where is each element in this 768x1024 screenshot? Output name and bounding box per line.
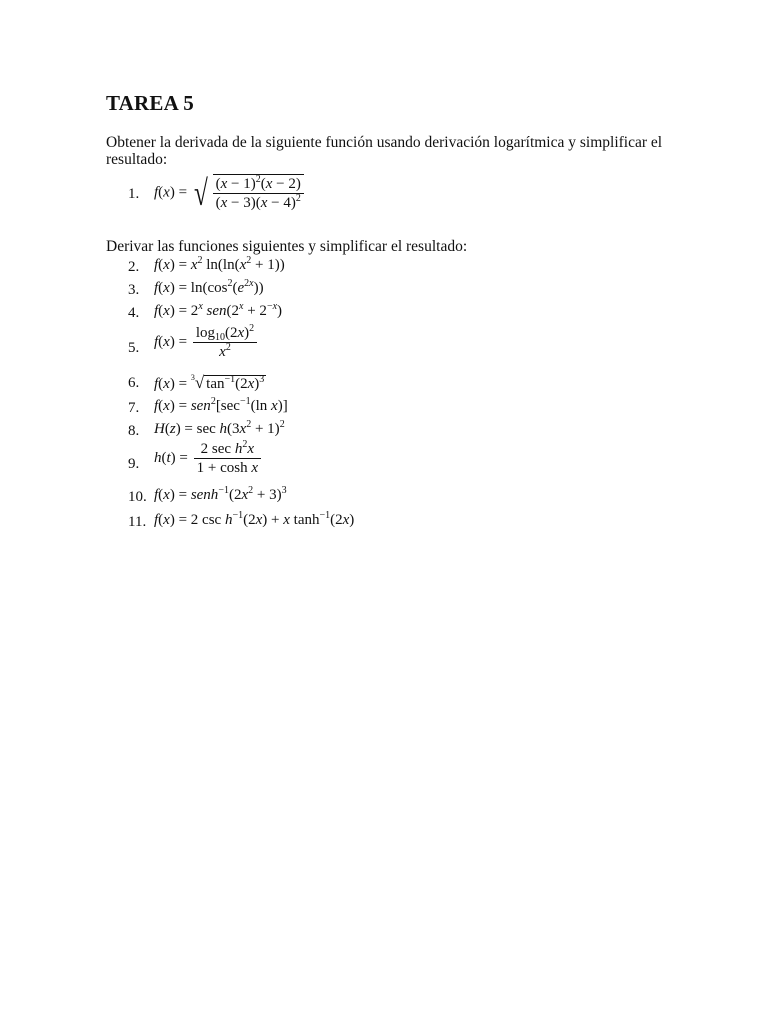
exercise-number: 4.: [128, 305, 140, 321]
exercise-formula: f(x) = $^3$√ $\tan^{-1}(2x)^3$: [154, 373, 265, 392]
exercise-formula: $f(x) = x^2$ $\ln(\ln(x^2 + 1))$: [154, 255, 285, 273]
exercise-number: 10.: [128, 489, 147, 505]
exercise-number: 11.: [128, 514, 147, 530]
exercise-formula: $f(x) = senh^{-1}(2x^2 + 3)^3$: [154, 485, 287, 503]
exercise-formula: f(x) = √ $\frac{(x - 1)^2(x - 2)}{(x - 3)(x - 4)^2}$: [154, 172, 306, 214]
exercise-number: 9.: [128, 456, 140, 472]
exercise-number: 1.: [128, 186, 140, 202]
exercise-formula: $f(x) = sen^2[\sec^{-1}(\ln$ x)]: [154, 396, 288, 414]
exercise-number: 5.: [128, 340, 140, 356]
exercise-formula: $f(x) = \ln(\cos^2(e^{2x}))$: [154, 278, 264, 296]
exercise-formula: $H(z) = \sec h(3x^2 + 1)^2$: [154, 419, 285, 437]
instruction-logarithmic: Obtener la derivada de la siguiente función usando derivación logarítmica y simplificar el resultado:: [106, 134, 663, 168]
exercise-number: 7.: [128, 400, 140, 416]
exercise-number: 8.: [128, 423, 140, 439]
exercise-formula: h(t) = $\frac{2 \sec h^2x}{\text{1 + cosh x}}$: [154, 440, 263, 477]
exercise-number: 3.: [128, 282, 140, 298]
exercise-number: 6.: [128, 375, 140, 391]
exercise-formula: f(x) = $\frac{\log_{10}(2x)^2}{x^2}$: [154, 324, 259, 361]
exercise-number: 2.: [128, 259, 140, 275]
exercise-formula: $f(x) = 2^x$ $sen(2^x + 2^{-x})$: [154, 301, 283, 319]
instruction-derive: Derivar las funciones siguientes y simplificar el resultado:: [106, 238, 468, 255]
exercise-formula: f(x) = 2 $\csc h^{-1}(2x) + x$ $\tanh^{-1}(2x)$: [154, 510, 355, 528]
page-title: TAREA 5: [106, 91, 194, 115]
